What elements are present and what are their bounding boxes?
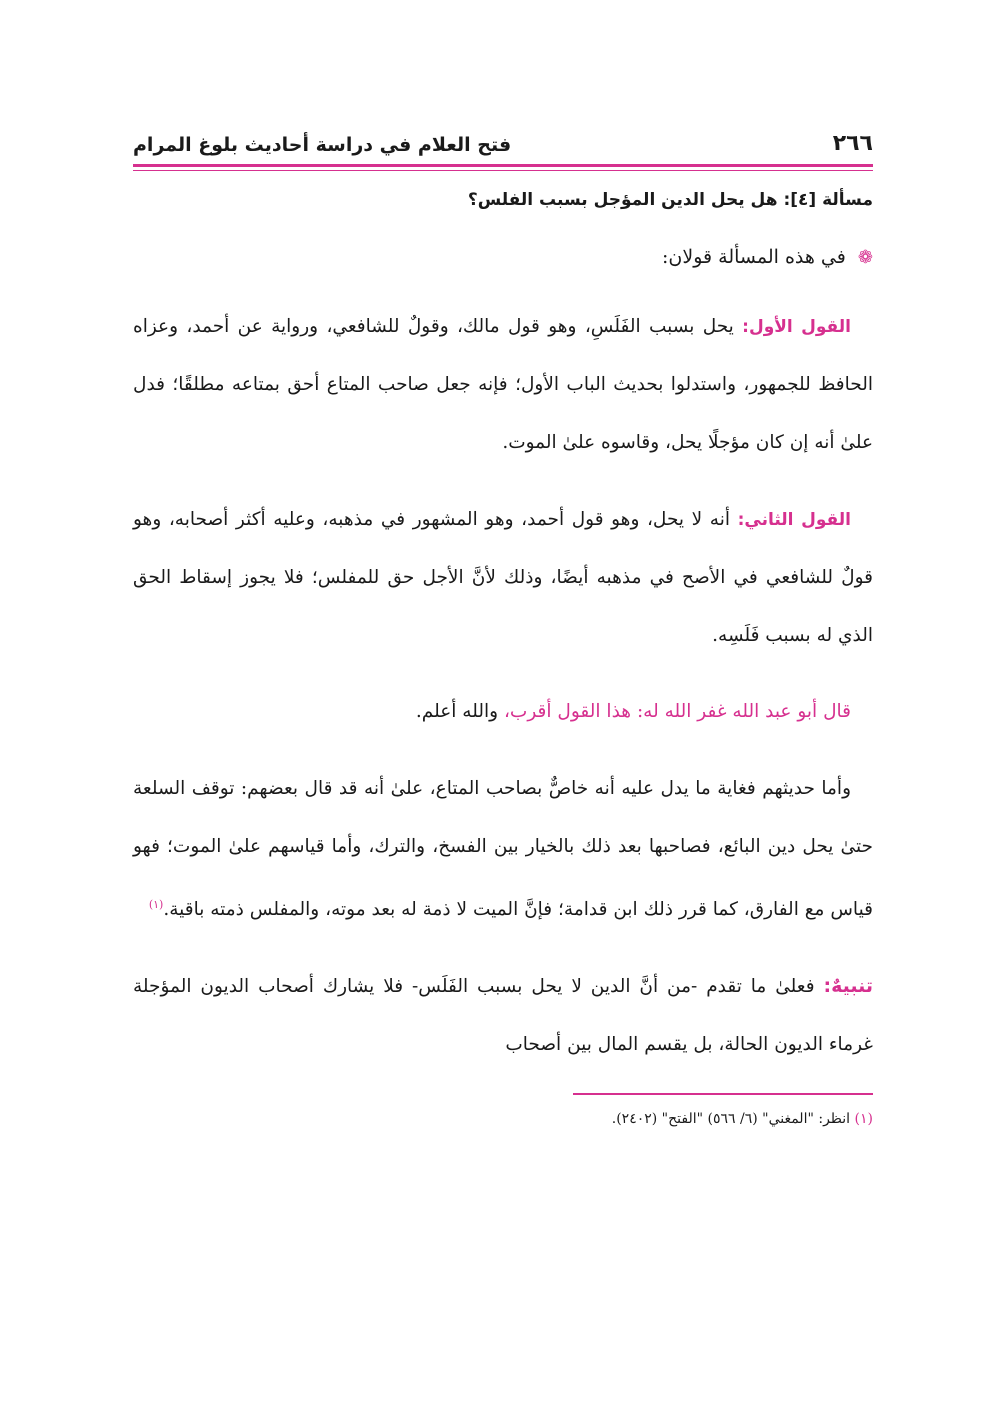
header-rule-thin [133, 170, 873, 171]
intro-line [133, 239, 873, 276]
question-heading [133, 185, 873, 215]
notice-label: تنبيهٌ: [823, 975, 873, 998]
author-note-suffix: والله أعلم. [415, 701, 499, 722]
page-header [133, 118, 873, 156]
footnote-mark: (١) [854, 1110, 873, 1127]
discussion-text: وأما حديثهم فغاية ما يدل عليه أنه خاصٌّ بصاحب المتاع، علىٰ أنه قد قال بعضهم: توقف السلعة حتىٰ يحل دين البائع، فصاحبها بعد ذلك بالخيار بين الفسخ، والترك، وأما قياسهم علىٰ الموت؛ فهو قياس مع الفارق، كما قرر ذلك ابن قدامة؛ فإنَّ الميت لا ذمة له بعد موته، والمفلس ذمته باقية. [133, 777, 873, 920]
header-rule-thick [133, 164, 873, 167]
first-opinion-paragraph [133, 298, 873, 472]
second-opinion-paragraph [133, 491, 873, 665]
second-opinion-text: أنه لا يحل، وهو قول أحمد، وهو المشهور في مذهبه، وعليه أكثر أصحابه، وهو قولٌ للشافعي في الأصح في مذهبه أيضًا، وذلك لأنَّ الأجل حق للمفلس؛ فلا يجوز إسقاط الحق الذي له بسبب فَلَسِه. [133, 508, 873, 646]
author-note-prefix: قال أبو عبد الله غفر الله له: [636, 701, 851, 722]
first-opinion-text: يحل بسبب الفَلَسِ، وهو قول مالك، وقولٌ للشافعي، ورواية عن أحمد، وعزاه الحافظ للجمهور، واستدلوا بحديث الباب الأول؛ فإنه جعل صاحب المتاع أحق بمتاعه مطلقًا؛ فدل علىٰ أنه إن كان مؤجلًا يحل، وقاسوه علىٰ الموت. [133, 316, 873, 453]
footnote-rule [573, 1093, 873, 1095]
flower-icon: ❁ [857, 247, 873, 268]
second-opinion-label: القول الثاني: [737, 509, 851, 530]
author-note-highlight: هذا القول أقرب، [503, 701, 632, 722]
notice-paragraph [133, 957, 873, 1074]
book-title: فتح العلام في دراسة أحاديث بلوغ المرام [133, 134, 512, 156]
question-number: مسألة [٤]: [783, 190, 873, 210]
first-opinion-label: القول الأول: [742, 317, 851, 337]
footnote-reference[interactable]: (١) [148, 897, 164, 911]
intro-text: في هذه المسألة قولان: [662, 246, 846, 268]
question-text: هل يحل الدين المؤجل بسبب الفلس؟ [467, 190, 778, 210]
page-number: ٢٦٦ [832, 131, 873, 156]
discussion-paragraph [133, 760, 873, 939]
footnote [133, 1107, 873, 1131]
footnote-text: انظر: "المغني" (٦/ ٥٦٦) "الفتح" (٢٤٠٢). [611, 1110, 851, 1127]
book-page [133, 118, 873, 1131]
author-note-paragraph [133, 683, 873, 741]
notice-text: فعلىٰ ما تقدم -من أنَّ الدين لا يحل بسبب الفَلَس- فلا يشارك أصحاب الديون المؤجلة غرماء الديون الحالة، بل يقسم المال بين أصحاب [133, 976, 873, 1056]
